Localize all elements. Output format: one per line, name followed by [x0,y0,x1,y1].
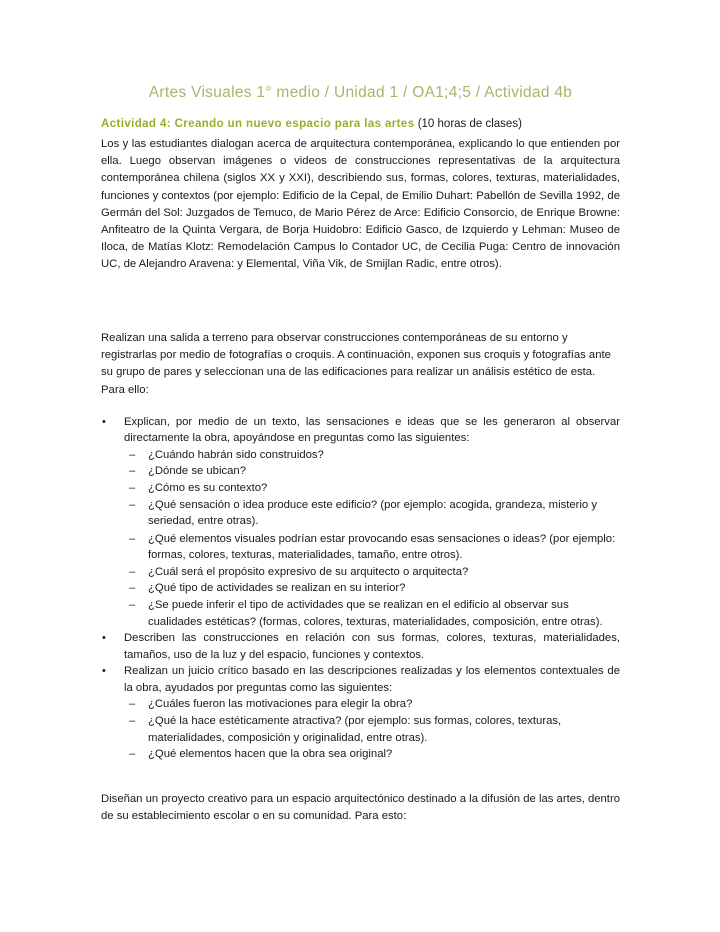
activity-title [101,118,522,130]
sub-item-text: ¿Cómo es su contexto? [148,481,268,494]
sub-item [101,564,620,580]
bullet-icon: • [102,665,106,678]
paragraph-intro: Los y las estudiantes dialogan acerca de arquitectura contemporánea, explicando lo que entienden por ella. Luego observan imágenes o videos de construcciones representativas de la arquitectura contemporánea chilena (siglos XX y XXI), describiendo sus, formas, colores, texturas, materialidades, funciones y contextos (por ejemplo: Edificio de la Cepal, de Emilio Duhart: Pabellón de Sevilla 1992, de Germán del Sol: Juzgados de Temuco, de Mario Pérez de Arce: Edificio Consorcio, de Enrique Browne: Anfiteatro de la Quinta Vergara, de Borja Huidobro: Edificio Gasco, de Izquierdo y Lehman: Museo de Iloca, de Matías Klotz: Remodelación Campus lo Contador UC, de Cecilia Puga: Centro de innovación UC, de Alejandro Aravena: y Elemental, Viña Vik, de Smijlan Radic, entre otros). [101,138,620,271]
sub-item [101,463,620,479]
paragraph-field-trip: Realizan una salida a terreno para observar construcciones contemporáneas de su entorno y registrarlas por medio de fotografías o croquis. A continuación, exponen sus croquis y fotografías ante su grupo de pares y seleccionan una de las edificaciones para realizar un análisis estético de esta. Para ello: [101,332,611,396]
sub-item-text: ¿Cuáles fueron las motivaciones para elegir la obra? [148,697,413,710]
bullet-item-explain [101,414,620,447]
sub-item-text: ¿Qué sensación o idea produce este edificio? (por ejemplo: acogida, grandeza, misterio y seriedad, entre otras). [148,499,597,528]
dash-icon: – [129,582,136,595]
bullet-text: Realizan un juicio crítico basado en las descripciones realizadas y los elementos contextuales de la obra, ayudados por preguntas como las siguientes: [124,665,620,694]
dash-icon: – [129,465,136,478]
activity-bullet-list [101,414,620,763]
bullet-item-critique [101,663,620,696]
bullet-item-describe [101,630,620,663]
bullet-icon: • [102,632,106,645]
sub-item-text: ¿Qué tipo de actividades se realizan en su interior? [148,582,406,595]
bullet-text: Explican, por medio de un texto, las sensaciones e ideas que se les generaron al observar directamente la obra, apoyándose en preguntas como las siguientes: [124,416,620,445]
bullet-text: Describen las construcciones en relación con sus formas, colores, texturas, materialidades, tamaños, uso de la luz y del espacio, funciones y contextos. [124,632,620,661]
sub-item [101,696,620,712]
sub-item [101,447,620,463]
sub-item [101,497,620,530]
dash-icon: – [129,748,136,761]
dash-icon: – [129,715,136,728]
sub-item-text: ¿Se puede inferir el tipo de actividades que se realizan en el edificio al observar sus cualidades estéticas? (formas, colores, texturas, materialidades, composición, entre otras). [148,599,603,628]
sub-item-text: ¿Cuál será el propósito expresivo de su arquitecto o arquitecta? [148,565,469,578]
sub-item-text: ¿Dónde se ubican? [148,465,246,478]
dash-icon: – [129,697,136,710]
sub-item [101,531,620,564]
sub-item [101,746,620,762]
sub-item [101,597,620,630]
sub-item [101,480,620,496]
dash-icon: – [129,448,136,461]
dash-icon: – [129,532,136,545]
activity-duration: (10 horas de clases) [414,118,522,130]
breadcrumb-header: Artes Visuales 1° medio / Unidad 1 / OA1;4;5 / Actividad 4b [148,84,573,101]
dash-icon: – [129,565,136,578]
sub-item-text: ¿Qué elementos hacen que la obra sea original? [148,748,393,761]
sub-item-text: ¿Qué elementos visuales podrían estar provocando esas sensaciones o ideas? (por ejemplo: formas, colores, texturas, materialidades, tamaño, entre otros). [148,532,616,562]
bullet-icon: • [102,416,106,428]
activity-title-label: Actividad 4: Creando un nuevo espacio para las artes [101,118,415,130]
dash-icon: – [129,481,136,494]
dash-icon: – [129,599,136,612]
sub-item-text: ¿Cuándo habrán sido construidos? [148,448,324,461]
paragraph-project: Diseñan un proyecto creativo para un espacio arquitectónico destinado a la difusión de las artes, dentro de su establecimiento escolar o en su comunidad. Para esto: [101,793,620,823]
dash-icon: – [129,499,136,512]
sub-item [101,580,620,596]
sub-item [101,713,620,746]
sub-item-text: ¿Qué la hace estéticamente atractiva? (por ejemplo: sus formas, colores, texturas, materialidades, composición y originalidad, entre otras). [148,715,562,744]
